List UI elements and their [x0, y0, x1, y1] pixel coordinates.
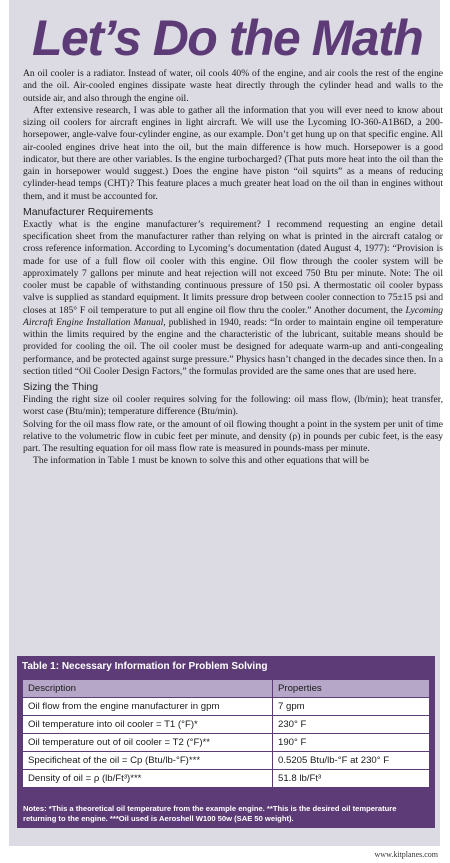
table1-box: [17, 656, 435, 828]
manufacturer-text-start: Exactly what is the engine manufacturer’s requirement? I recommend requesting an engine detail specification sheet from the manufacturer rather than relying on what is printed in the aircraft catalog or cross reference information. According to Lycoming’s documentation (dated August 4, 1977): “Provision is made for use of a full flow oil cooler with this engine. Oil flow through the cooler system will be approximately 7 gallons per minute and heat rejection will not exceed 750 Btu per minute. Note: The oil cooler must be capable of withstanding continuous pressure of 150 psi. A thermostatic oil cooler bypass valve is supplied as standard equipment. It limits pressure drop between cooler connection to 75±15 psi and closes at 185° F oil temperature to put all engine oil flow thru the cooler.” Another document, the: [23, 218, 443, 316]
table1-title: Table 1: Necessary Information for Problem Solving: [22, 661, 268, 672]
row-property: 7 gpm: [273, 698, 430, 716]
manufacturer-text-end: , published in 1940, reads: “In order to maintain engine oil temperature within the limits required by the engine and the characteristic of the lubricant, suitable means should be provided for cooling the oil. The oil cooler must be designed for adequate warm-up and anti-congealing performance, and be protected against surge pressure.” Physics hasn’t changed in the decades since then. In a section titled “Oil Cooler Design Factors,” the formulas provided are the same ones that are used here.: [23, 316, 444, 377]
row-property: 230° F: [273, 716, 430, 734]
row-description: Specificheat of the oil = Cp (Btu/lb-°F)***: [23, 752, 273, 770]
article-body: [23, 68, 443, 468]
row-property: 0.5205 Btu/lb-°F at 230° F: [273, 752, 430, 770]
table-row: [23, 716, 430, 734]
header-properties: Properties: [273, 680, 430, 698]
table-row: [23, 734, 430, 752]
table-row: [23, 770, 430, 788]
installation-manual-title: Lycoming Aircraft Engine Installation Manual: [23, 304, 443, 328]
table1: [22, 679, 430, 788]
row-property: 51.8 lb/Ft³: [273, 770, 430, 788]
paragraph-manufacturer: [23, 219, 443, 378]
paragraph-intro-1: An oil cooler is a radiator. Instead of water, oil cools 40% of the engine, and air cools the rest of the engine and the oil. Air-cooled engines dissipate waste heat directly through the cylinder head and walls to the outside air, and also through the engine oil.: [23, 68, 443, 104]
row-property: 190° F: [273, 734, 430, 752]
paragraph-sizing-3: The information in Table 1 must be known to solve this and other equations that will be: [33, 455, 369, 467]
table-row: [23, 698, 430, 716]
section-heading-manufacturer: Manufacturer Requirements: [23, 205, 154, 218]
row-description: Density of oil = ρ (lb/Ft³)***: [23, 770, 273, 788]
table1-notes: Notes: *This a theoretical oil temperature from the example engine. **This is the desired oil temperature returning to the engine. ***Oil used is Aeroshell W100 50w (SAE 50 weight).: [23, 804, 397, 823]
row-description: Oil temperature out of oil cooler = T2 (°F)**: [23, 734, 273, 752]
footer-url: www.kitplanes.com: [374, 850, 438, 859]
header-description: Description: [23, 680, 273, 698]
section-heading-sizing: Sizing the Thing: [23, 381, 99, 393]
paragraph-sizing-2: Solving for the oil mass flow rate, or the amount of oil flowing thought a point in the system per unit of time relative to the volumetric flow in cubic feet per minute, and density (ρ) in pounds per cubic feet, is the easy part. The resulting equation for oil mass flow rate is measured in pounds-mass per minute.: [23, 418, 443, 454]
paragraph-sizing-1: Finding the right size oil cooler requires solving for the following: oil mass flow, (lb/min); heat transfer, worst case (Btu/min); temperature difference (Btu/min).: [23, 394, 443, 418]
row-description: Oil flow from the engine manufacturer in gpm: [23, 698, 273, 716]
table-header-row: [23, 680, 430, 698]
paragraph-intro-2: After extensive research, I was able to gather all the information that you will ever need to know about sizing oil coolers for aircraft engines in light aircraft. We will use the Lycoming IO-360-A1B6D, a 200-horsepower, angle-valve four-cylinder engine, as our example. Don’t get hung up on that specific engine. All air-cooled engines drive heat into the oil, but the main difference is how much. Horsepower is a good indicator, but there are other variables. Is the engine turbocharged? (That puts more heat into the oil than the gain in horsepower would suggest.) Does the engine have piston “oil squirts” as a means of reducing cylinder-head temps (CHT)? This feature places a much greater heat load on the oil than in engines without them, and it must be accounted for.: [23, 104, 443, 202]
article-title: Let’s Do the Math: [32, 10, 423, 66]
table-row: [23, 752, 430, 770]
row-description: Oil temperature into oil cooler = T1 (°F)*: [23, 716, 273, 734]
